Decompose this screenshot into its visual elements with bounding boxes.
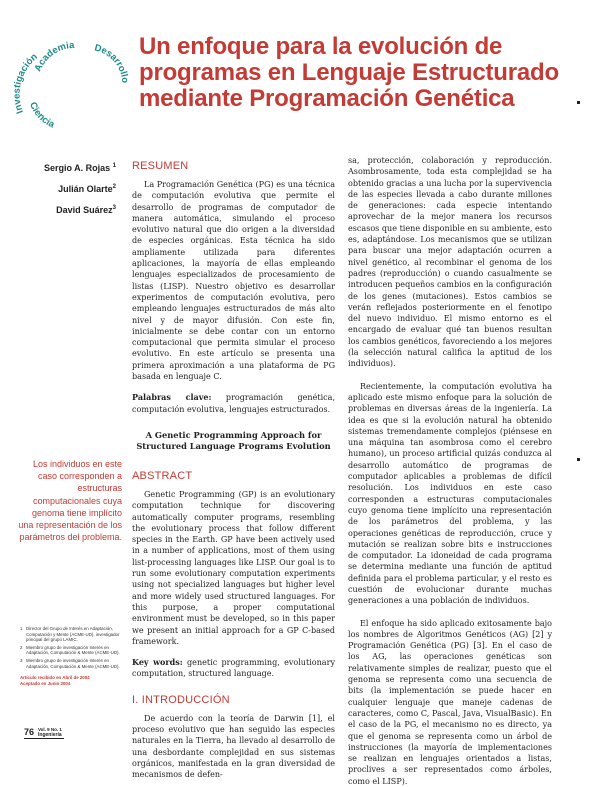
footnote-text: Miembro grupo de investigación Interés en Adaptación, Computación & Mente (ACME-UD). [26, 644, 120, 656]
resumen-body: La Programación Genética (PG) es una técnica de computación evolutiva que permite el desarrollo de programas de computador de manera automática, simulando el proceso evolutivo natural que dio origen a la diversidad de especies orgánicas. Esta técnica ha sido ampliamente utilizada para diferentes aplicaciones, la mayoría de ellas empleando lenguajes especializados de procesamiento de listas (LISP). Nuestro objetivo es desarrollar experimentos de computación evolutiva, pero empleando lenguajes estructurados de más alto nivel y de mayor difusión. Con este fin, inicialmente se debe contar con un entorno computacional que permita simular el proceso evolutivo. En este artículo se presenta una primera aproximación a una plataforma de PG basada en lenguaje C. [132, 180, 335, 382]
journal-name: Ingeniería [38, 732, 62, 738]
body-paragraph: sa, protección, colaboración y reproducción. Asombrosamente, toda esta complejidad se ha obtenido gracias a una lucha por la supervivencia de las especies llevada a cabo durante millones de generaciones: cada especie intentando aprovechar de la mejor manera los recursos escasos que tiene disponible en su ambiente, esto es, adaptándose. Los mecanismos que se utilizan para buscar una mejor adaptación ocurren a nivel genético, al recombinar el genoma de los padres (reproducción) o cuando casualmente se introducen pequeños cambios en la configuración de los genes (mutaciones). Estos cambios se verán reflejados posteriormente en el fenotipo del nuevo individuo. El mismo entorno es el encargado de evaluar qué tan buenos resultan los cambios genéticos, favoreciendo a los mejores (la selección natural califica la aptitud de los individuos). [348, 156, 552, 369]
author-list [30, 157, 116, 220]
abstract-keywords [132, 657, 335, 680]
received-date: Artículo recibido en Abril de 2004 [20, 675, 90, 681]
footnote-text: Director del Grupo de Interés en Adaptación, Computación y Mente (ACME-UD), investigador principal del grupo LAMIC. [26, 626, 120, 643]
abstract-body: Genetic Programming (GP) is an evolutionary computation technique for discovering automatically computer programs, resembling the evolutionary process that follow different species in the Earth. GP have been actively used in a number of applications, most of them using list-processing languages like LISP. Our goal is to run some evolutionary computation experiments using not specialized languages but higher level and more widely used structured languages. For this purpose, a proper computational environment must be developed, so in this paper we present an initial approach for a GP C-based framework. [132, 489, 335, 646]
author-note-ref: 2 [112, 184, 116, 190]
resumen-heading: RESUMEN [132, 160, 189, 172]
left-text-column [132, 160, 335, 780]
crop-mark [577, 458, 580, 461]
right-text-column [348, 155, 552, 787]
keywords-label: Key words: [132, 657, 183, 668]
pull-quote: Los individuos en este caso corresponden a estructuras computacionales cuya genoma tiene implícito una representación de los parámetros del problema. [18, 459, 122, 543]
author-note-ref: 1 [112, 163, 116, 169]
intro-body: De acuerdo con la teoría de Darwin [1], el proceso evolutivo que han seguido las especies naturales en la Tierra, ha llevado al desarrollo de una desbordante complejidad en sus sistemas orgánicos, manifestada en la gran diversidad de mecanismos de defen- [132, 713, 335, 780]
logo-word-investigacion: Investigación [11, 51, 40, 116]
footnote-text: Miembro grupo de investigación Interés en Adaptación, Computación & Mente (ACME-UD). [26, 657, 120, 669]
keywords-text: programación genética, computación evolutiva, lenguajes estructurados. [132, 393, 336, 414]
keywords-text: genetic programming, evolutionary computation, structured language. [132, 658, 335, 679]
logo-word-ciencia: Ciencia [26, 100, 57, 130]
crop-mark [577, 101, 580, 104]
abstract-heading: ABSTRACT [132, 469, 193, 482]
volume-info: Vol. 9 No. 1 [38, 727, 62, 732]
footnotes [20, 626, 124, 686]
body-paragraph: El enfoque ha sido aplicado exitosamente bajo los nombres de Algoritmos Genéticos (AG) [2] y Programación Genética (PG) [3]. En el caso de los AG, las operaciones genéticas son relativamente simples de realizar, puesto que el genoma se representa como una secuencia de bits (la implementación se puede hacer en cualquier lenguaje que maneje cadenas de caracteres, como C, Pascal, Java, VisualBasic). En el caso de la PG, el mecanismo no es directo, ya que el genoma se representa como un árbol de instrucciones (la mayoría de implementaciones se realizan en lenguajes orientados a listas, proclives a ser representados como árboles, como el LISP). [348, 618, 552, 786]
author-name: Sergio A. Rojas [43, 163, 111, 173]
footnote [20, 658, 124, 669]
footnote-number: 1 [20, 626, 23, 631]
logo-word-academia: Academia [32, 39, 75, 74]
author-item [30, 157, 116, 178]
footnote-number: 2 [20, 644, 23, 650]
footer-rule [24, 738, 64, 739]
svg-text:Academia [33, 40, 76, 74]
article-dates [20, 675, 124, 686]
svg-text:Ciencia [27, 100, 57, 130]
logo-graphic [10, 22, 138, 130]
title-line-2: programas en Lenguaje Estructurado [139, 59, 559, 86]
page-footer [24, 727, 62, 738]
article-title [139, 33, 559, 112]
title-line-1: Un enfoque para la evolución de [139, 33, 503, 60]
resumen-keywords [132, 392, 335, 415]
title-line-3: mediante Programación Genética [139, 85, 515, 112]
svg-text:Desarrollo [93, 42, 130, 83]
author-item [30, 178, 116, 199]
intro-heading: I. INTRODUCCIÓN [132, 693, 230, 706]
author-item [30, 199, 116, 220]
accepted-date: Aceptado en Junio 2004 [20, 680, 71, 686]
footnote-number: 3 [20, 657, 23, 663]
english-title: A Genetic Programming Approach for Structured Language Programs Evolution [136, 429, 331, 452]
author-name: David Suárez [56, 205, 113, 215]
footnote [20, 626, 124, 643]
footnote [20, 645, 124, 656]
keywords-label: Palabras clave: [132, 392, 212, 403]
logo-word-desarrollo: Desarrollo [93, 42, 131, 84]
journal-logo [10, 22, 138, 130]
author-name: Julián Olarte [58, 184, 113, 194]
author-note-ref: 3 [112, 205, 116, 211]
page-number: 76 [24, 727, 35, 737]
body-paragraph: Recientemente, la computación evolutiva ha aplicado este mismo enfoque para la solución de problemas en diversas áreas de la ingeniería. La idea es que si la evolución natural ha obtenido sistemas tremendamente complejos (piénsese en una máquina tan asombrosa como el cerebro humano), un proceso artificial quizás conduzca al desarrollo automático de programas de computador aplicables a problemas de difícil resolución. Los individuos en este caso corresponden a estructuras computacionales cuyo genoma tiene implícito una representación de los parámetros del problema, y las operaciones genéticas de reproducción, cruce y mutación se realizan sobre bits e instrucciones de computador. La idoneidad de cada programa se determina mediante una función de aptitud definida para el problema particular, y el resto es cuestión de evolucionar durante muchas generaciones a una población de individuos. [348, 381, 552, 606]
